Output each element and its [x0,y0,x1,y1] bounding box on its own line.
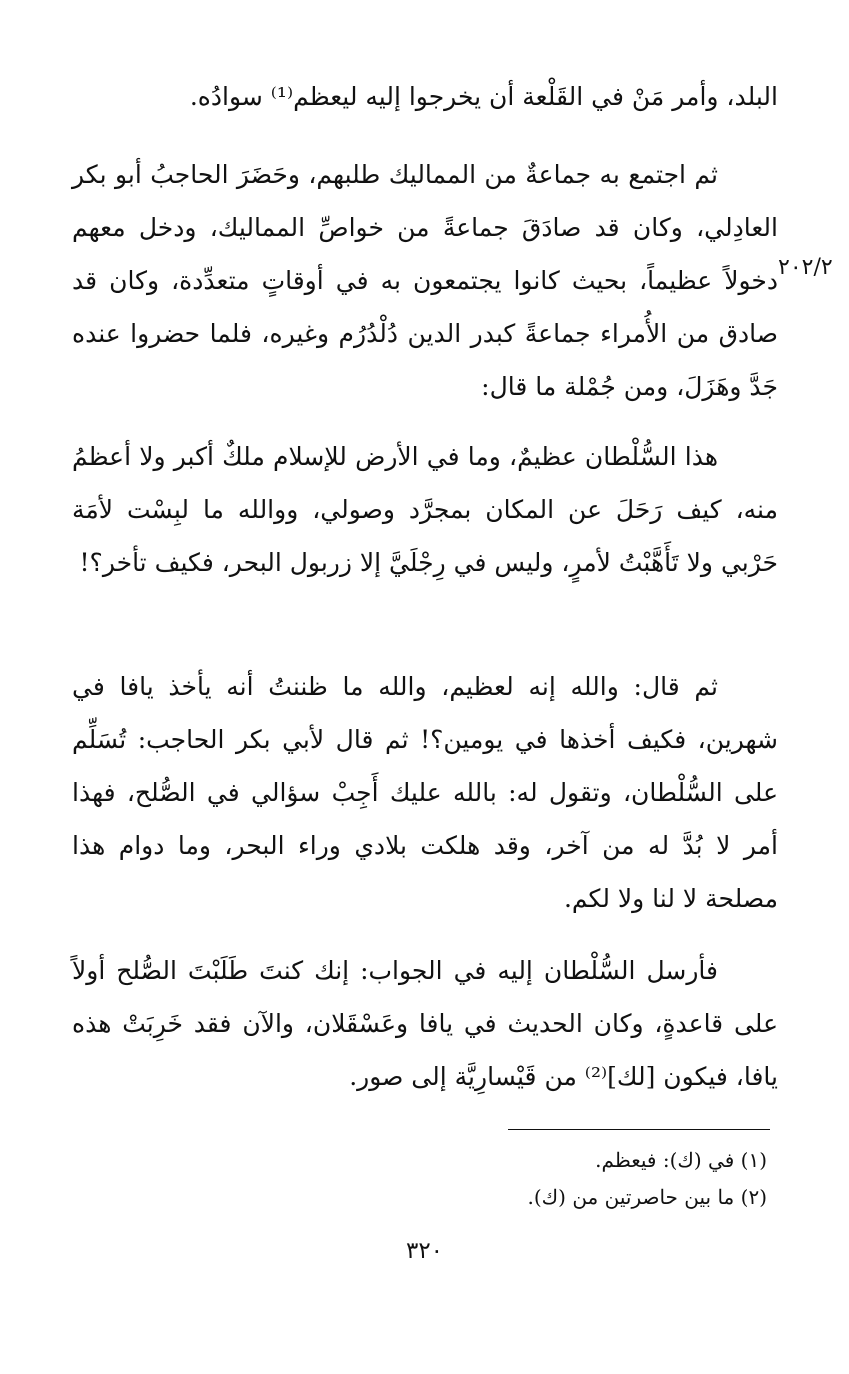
paragraph-5 [72,944,778,1103]
footnote-2: (٢) ما بين حاصرتين من (ك). [527,1185,767,1209]
footnote-1: (١) في (ك): فيعظم. [595,1148,767,1172]
page-number: ٣٢٠ [405,1238,444,1264]
paragraph-text: البلد، وأمر مَنْ في القَلْعة أن يخرجوا إليه ليعظم⁽¹⁾ سوادُه. [189,82,778,111]
margin-reference: ٢٠٢/٢ [778,255,833,280]
paragraph-text: فأرسل السُّلْطان إليه في الجواب: إنك كنتَ طَلَبْتَ الصُّلح أولاً على قاعدةٍ، وكان الحديث في يافا وعَسْقَلان، والآن فقد خَرِبَتْ هذه يافا، فيكون [لك]⁽²⁾ من قَيْسارِيَّة إلى صور. [72,956,778,1091]
paragraph-2 [72,148,778,413]
paragraph-4 [72,660,778,925]
paragraph-text: ثم قال: والله إنه لعظيم، والله ما ظننتُ أنه يأخذ يافا في شهرين، فكيف أخذها في يومين؟! ثم قال لأبي بكر الحاجب: تُسَلِّم على السُّلْطان، وتقول له: بالله عليك أَجِبْ سؤالي في الصُّلح، فهذا أمر لا بُدَّ له من آخر، وقد هلكت بلادي وراء البحر، وما دوام هذا مصلحة لا لنا ولا لكم. [72,672,778,913]
footnotes [67,1142,767,1216]
paragraph-text: ثم اجتمع به جماعةٌ من المماليك طلبهم، وحَضَرَ الحاجبُ أبو بكر العادِلي، وكان قد صادَقَ جماعةً من خواصِّ المماليك، ودخل معهم دخولاً عظيماً، بحيث كانوا يجتمعون به في أوقاتٍ متعدِّدة، وكان قد صادق من الأُمراء جماعةً كبدر الدين دُلْدُرُم وغيره، فلما حضروا عنده جَدَّ وهَزَلَ، ومن جُمْلة ما قال: [72,160,778,401]
paragraph-3 [72,430,778,589]
paragraph-1 [72,70,778,123]
footnote-divider [508,1129,770,1130]
paragraph-text: هذا السُّلْطان عظيمٌ، وما في الأرض للإسلام ملكٌ أكبر ولا أعظمُ منه، كيف رَحَلَ عن المكان بمجرَّد وصولي، ووالله ما لبِسْت لأمَة حَرْبي ولا تَأَهَّبْتُ لأمرٍ، وليس في رِجْلَيَّ إلا زربول البحر، فكيف تأخر؟! [72,442,778,577]
